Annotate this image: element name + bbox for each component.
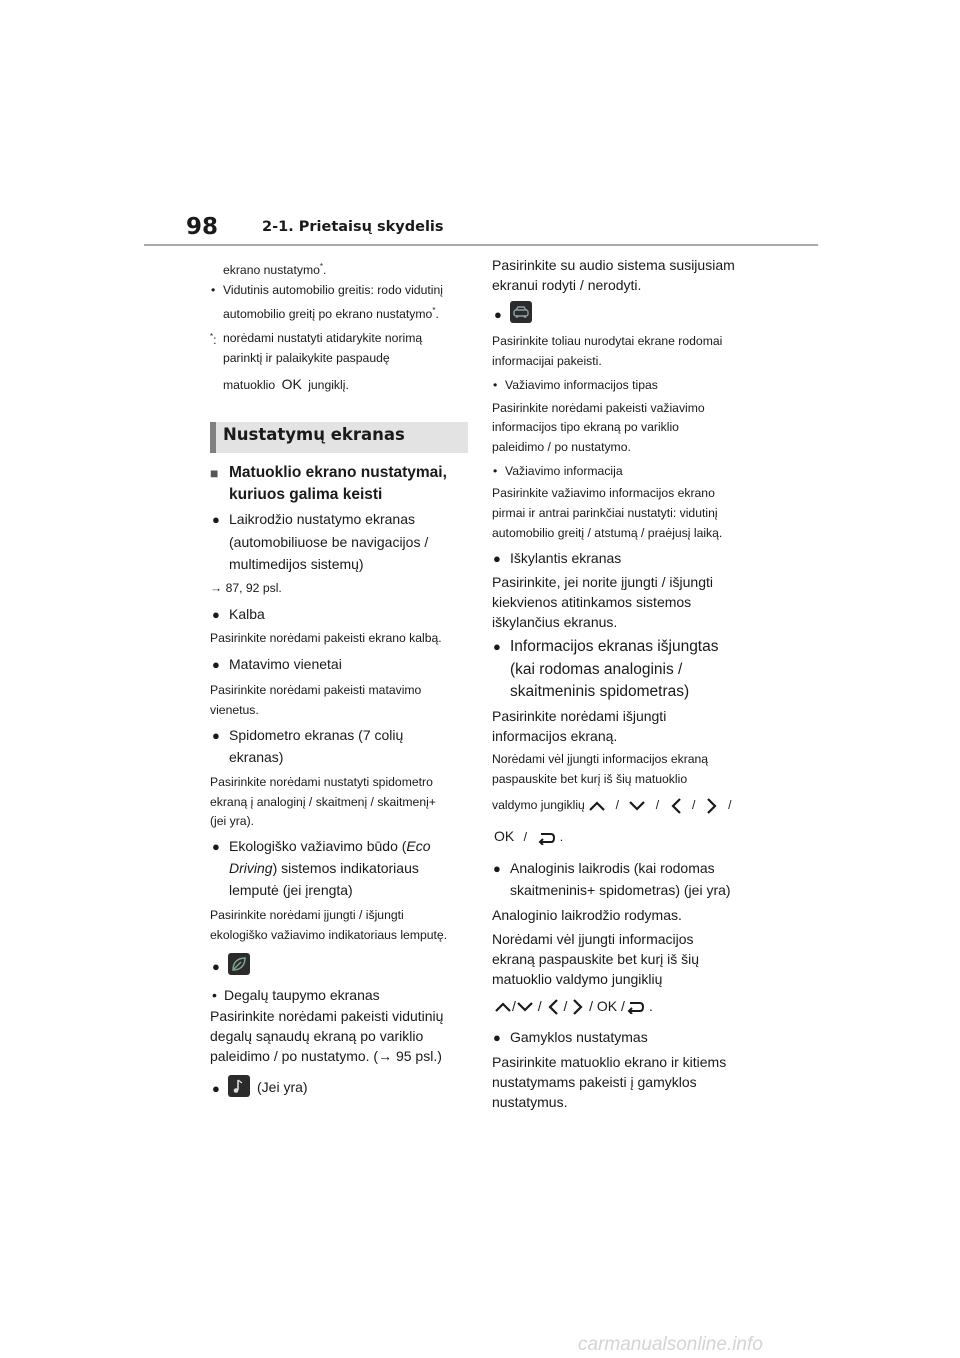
item-description: pirmai ir antrai parinkčiai nustatyti: vidutinį [492, 506, 718, 520]
item-description: automobilio greitį / atstumą / praėjusį laiką. [492, 526, 723, 540]
item-heading: skaitmeninis+ spidometras) (jei yra) [510, 882, 731, 898]
right-chevron-icon [705, 797, 719, 815]
item-description: Norėdami vėl įjungti informacijos ekraną [492, 752, 709, 766]
separator: / [691, 798, 696, 812]
item-description: paleidimo / po nustatymo. (→ 95 psl.) [210, 1048, 442, 1064]
page-number: 98 [186, 214, 219, 240]
text-italic: Driving [229, 860, 273, 876]
item-description: Norėdami vėl įjungti informacijos [492, 931, 694, 947]
text: automobilio greitį po ekrano nustatymo [223, 307, 433, 322]
up-chevron-icon [494, 1000, 512, 1014]
footnote-marker [210, 326, 217, 351]
separator: / [523, 830, 528, 844]
right-chevron-icon [571, 998, 585, 1016]
item-heading: (Jei yra) [257, 1079, 308, 1095]
footnote-star: * [210, 332, 214, 341]
item-heading: ● Matavimo vienetai [229, 653, 342, 676]
text: . [323, 263, 327, 278]
left-chevron-icon [546, 998, 560, 1016]
audio-note-icon [228, 1075, 250, 1097]
separator: / [615, 798, 619, 812]
footnote-line: parinktį ir palaikykite paspaudę [223, 351, 390, 365]
text: . [648, 998, 653, 1014]
item-heading [229, 857, 419, 880]
footnote-line: norėdami nustatyti atidarykite norimą [223, 331, 423, 345]
item-description: Pasirinkite norėdami išjungti [492, 708, 667, 724]
item-description: Pasirinkite matuoklio ekrano ir kitiems [492, 1054, 727, 1070]
item-heading [229, 835, 431, 858]
header-rule [144, 244, 818, 246]
section-bar-marker [210, 422, 216, 453]
item-description: ekraną paspauskite bet kurį iš šių [492, 951, 699, 967]
item-heading: ● Spidometro ekranas (7 colių [229, 724, 403, 747]
switch-list [492, 795, 738, 816]
item-heading: ● Analoginis laikrodis (kai rodomas [510, 857, 715, 880]
item-description: Analoginio laikrodžio rodymas. [492, 907, 682, 923]
text: Ekologiško važiavimo būdo ( [229, 838, 407, 854]
item-description: nustatymams pakeisti į gamyklos [492, 1074, 697, 1090]
up-chevron-icon [588, 799, 606, 813]
text: . [559, 830, 564, 844]
item-description: ekraną į analoginį / skaitmenį / skaitmenį+ [210, 795, 436, 809]
footnote-mark: * [432, 306, 436, 315]
text: ekrano nustatymo [223, 263, 320, 278]
item-description: Pasirinkite toliau nurodytai ekrane rodomai [492, 334, 723, 348]
separator: / [563, 998, 568, 1014]
item-description: Pasirinkite norėdami pakeisti vidutinių [210, 1008, 444, 1024]
separator: / [512, 998, 516, 1014]
item-heading: ● Laikrodžio nustatymo ekranas [229, 508, 415, 531]
ok-switch-label: OK [281, 376, 302, 392]
item-description: matuoklio valdymo jungiklių [492, 971, 663, 987]
item-description: paleidimo / po nustatymo. [492, 440, 631, 454]
separator: / [728, 798, 732, 812]
item-description: informacijos ekraną. [492, 728, 618, 744]
item-description: ekologiško važiavimo indikatoriaus lemputę. [210, 928, 448, 942]
text: valdymo jungiklių [492, 798, 585, 812]
subheading: kuriuos galima keisti [229, 486, 383, 503]
item-description: Pasirinkite norėdami pakeisti matavimo [210, 683, 422, 697]
switch-list [494, 996, 653, 1017]
footnote-line [223, 374, 349, 396]
item-heading: ● Gamyklos nustatymas [510, 1026, 648, 1049]
ok-switch-label: OK [494, 828, 515, 844]
item-description: informacijos tipo ekraną po variklio [492, 420, 679, 434]
text-line [223, 300, 439, 325]
back-arrow-icon [625, 1000, 645, 1014]
section-title: 2-1. Prietaisų skydelis [262, 219, 444, 235]
page-reference: → 87, 92 psl. [210, 581, 282, 595]
text: . [435, 307, 439, 322]
item-description: Pasirinkite važiavimo informacijos ekrano [492, 486, 715, 500]
item-heading: ● Informacijos ekranas išjungtas [510, 635, 719, 658]
back-arrow-icon [536, 831, 556, 845]
text: ) sistemos indikatoriaus [272, 860, 419, 876]
item-heading: lemputė (jei įrengta) [229, 882, 353, 898]
item-description: Pasirinkite norėdami pakeisti ekrano kalbą. [210, 631, 442, 645]
item-heading: ● Kalba [229, 603, 265, 626]
text: matuoklio [223, 378, 276, 392]
text-line: Pasirinkite su audio sistema susijusiam [492, 257, 735, 273]
watermark: carmanualsonline.info [578, 1334, 763, 1355]
footnote-mark: * [319, 262, 324, 271]
item-heading: skaitmeninis spidometras) [510, 683, 690, 700]
item-heading: multimedijos sistemų) [229, 556, 364, 572]
eco-leaf-icon [228, 953, 250, 975]
text: jungiklį. [308, 378, 349, 392]
footnote-colon: : [213, 333, 217, 348]
text-italic: Eco [406, 838, 431, 854]
separator: / [655, 798, 660, 812]
item-description: Pasirinkite norėdami įjungti / išjungti [210, 908, 404, 922]
separator: / [537, 998, 542, 1014]
item-heading: ekranas) [229, 749, 284, 765]
switch-list [494, 826, 563, 848]
item-description: (jei yra). [210, 814, 255, 828]
item-heading: (automobiliuose be navigacijos / [229, 534, 429, 550]
down-chevron-icon [628, 799, 646, 813]
left-chevron-icon [669, 797, 683, 815]
item-description: Pasirinkite, jei norite įjungti / išjungti [492, 574, 713, 590]
bullet-item: • Važiavimo informacija [505, 461, 623, 482]
section-bar-title: Nustatymų ekranas [223, 425, 405, 444]
subheading: ■ Matuoklio ekrano nustatymai, [229, 461, 447, 484]
item-description: kiekvienos atitinkamos sistemos [492, 594, 692, 610]
ok-switch-label: OK [596, 998, 618, 1014]
text-line: ekranui rodyti / nerodyti. [492, 277, 642, 293]
item-description: degalų sąnaudų ekraną po variklio [210, 1028, 424, 1044]
separator: / [589, 998, 594, 1014]
item-heading: ● Iškylantis ekranas [510, 547, 621, 570]
item-description: informacijai pakeisti. [492, 354, 602, 368]
item-description: Pasirinkite norėdami pakeisti važiavimo [492, 401, 705, 415]
bullet-item: • Degalų taupymo ekranas [224, 985, 380, 1006]
text: Vidutinis automobilio greitis: rodo vidutinį [223, 283, 443, 297]
bullet-item [223, 280, 443, 301]
text-line [223, 256, 326, 281]
down-chevron-icon [516, 1000, 534, 1014]
separator: / [621, 998, 625, 1014]
item-description: iškylančius ekranus. [492, 614, 618, 630]
item-description: paspauskite bet kurį iš šių matuoklio [492, 772, 688, 786]
item-description: vienetus. [210, 703, 259, 717]
vehicle-icon [510, 301, 532, 323]
item-description: Pasirinkite norėdami nustatyti spidometro [210, 775, 433, 789]
bullet-item: • Važiavimo informacijos tipas [505, 375, 658, 396]
item-heading: (kai rodomas analoginis / [510, 661, 683, 678]
item-description: nustatymus. [492, 1094, 568, 1110]
